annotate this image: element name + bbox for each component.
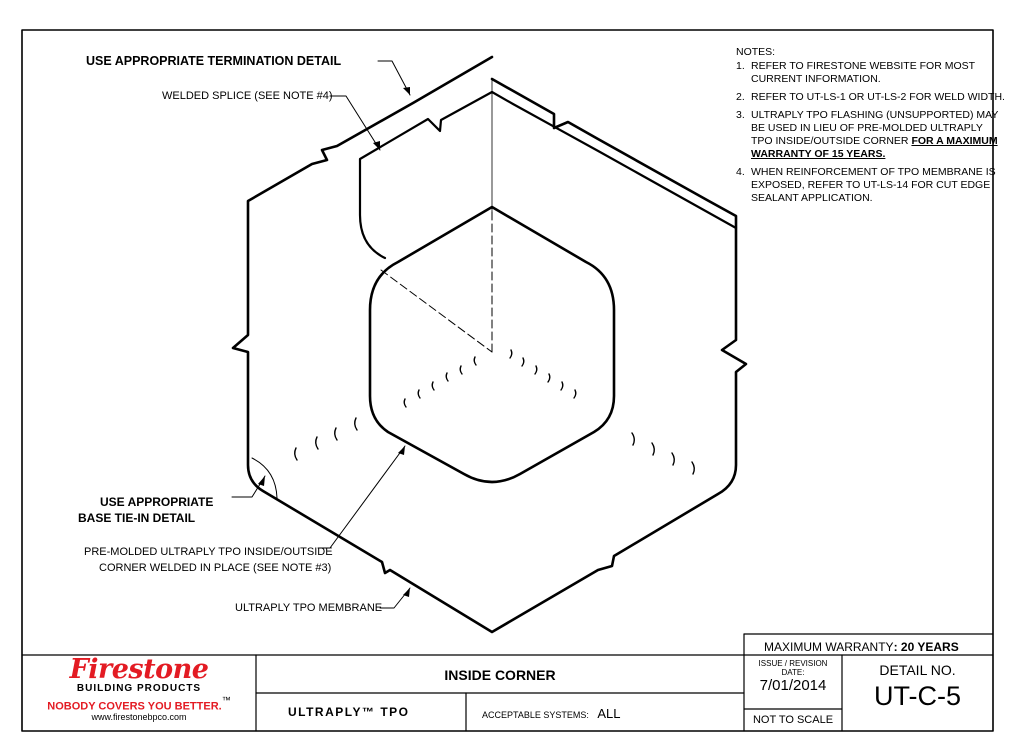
acceptable-systems: [482, 705, 620, 723]
note-number: 2.: [736, 91, 745, 103]
termination-detail-label: USE APPROPRIATE TERMINATION DETAIL: [86, 54, 342, 68]
notes-heading: NOTES:: [736, 46, 776, 58]
hidden-lines: [381, 212, 492, 352]
scale-note: NOT TO SCALE: [752, 714, 834, 726]
premolded-corner-label-1: PRE-MOLDED ULTRAPLY TPO INSIDE/OUTSIDE: [84, 546, 333, 558]
notes-panel: [736, 46, 1006, 210]
max-warranty: [764, 640, 959, 654]
fold-arcs: [295, 350, 695, 474]
warranty-value: : 20 YEARS: [893, 640, 959, 654]
note-text: REFER TO UT-LS-1 OR UT-LS-2 FOR WELD WIDTH.: [751, 91, 1005, 103]
note-item: [736, 60, 1006, 86]
issue-label-1: ISSUE / REVISION: [758, 659, 828, 668]
note-emphasis: FOR A MAXIMUM WARRANTY OF 15 YEARS.: [751, 135, 998, 160]
detail-label: DETAIL NO.: [879, 662, 956, 678]
note-text: ULTRAPLY TPO FLASHING (UNSUPPORTED) MAY BE USED IN LIEU OF PRE-MOLDED ULTRAPLY TPO INSIDE/OUTSIDE CORNER: [751, 109, 999, 147]
leader-arrowheads: [258, 87, 410, 597]
base-tie-in-label-2: BASE TIE-IN DETAIL: [78, 511, 196, 525]
issue-date: 7/01/2014: [759, 677, 827, 694]
membrane-label: ULTRAPLY TPO MEMBRANE: [235, 602, 383, 614]
logo-name: Firestone: [69, 654, 209, 685]
note-item: [736, 166, 1006, 205]
note-number: 3.: [736, 109, 745, 121]
warranty-label: MAXIMUM WARRANTY: [764, 640, 894, 654]
issue-label-2: DATE:: [781, 668, 805, 677]
firestone-logo: [22, 654, 256, 723]
detail-number-block: [842, 662, 993, 712]
systems-label: ACCEPTABLE SYSTEMS:: [482, 710, 589, 720]
note-item: [736, 91, 1006, 104]
welded-splice-sheet: [360, 92, 492, 258]
product-name: ULTRAPLY™ TPO: [288, 705, 410, 719]
note-number: 4.: [736, 166, 745, 178]
logo-trademark: ™: [221, 695, 231, 705]
note-text: WHEN REINFORCEMENT OF TPO MEMBRANE IS EXPOSED, REFER TO UT-LS-14 FOR CUT EDGE SEALANT APPLICATION.: [751, 166, 996, 204]
inner-sheet-right: [492, 92, 736, 228]
base-tie-in-label-1: USE APPROPRIATE: [100, 495, 214, 509]
logo-sub: BUILDING PRODUCTS: [76, 683, 202, 694]
issue-date-block: [744, 659, 842, 695]
logo-slogan: NOBODY COVERS YOU BETTER.: [47, 700, 222, 713]
note-number: 1.: [736, 60, 745, 72]
note-text: REFER TO FIRESTONE WEBSITE FOR MOST CURRENT INFORMATION.: [751, 60, 975, 85]
logo-url: www.firestonebpco.com: [91, 712, 187, 723]
drawing-title: INSIDE CORNER: [444, 667, 556, 683]
premolded-corner-label-2: CORNER WELDED IN PLACE (SEE NOTE #3): [99, 562, 332, 574]
note-item: [736, 109, 1006, 161]
welded-splice-label: WELDED SPLICE (SEE NOTE #4): [162, 90, 333, 102]
systems-value: ALL: [597, 706, 621, 721]
detail-number: UT-C-5: [874, 681, 961, 711]
